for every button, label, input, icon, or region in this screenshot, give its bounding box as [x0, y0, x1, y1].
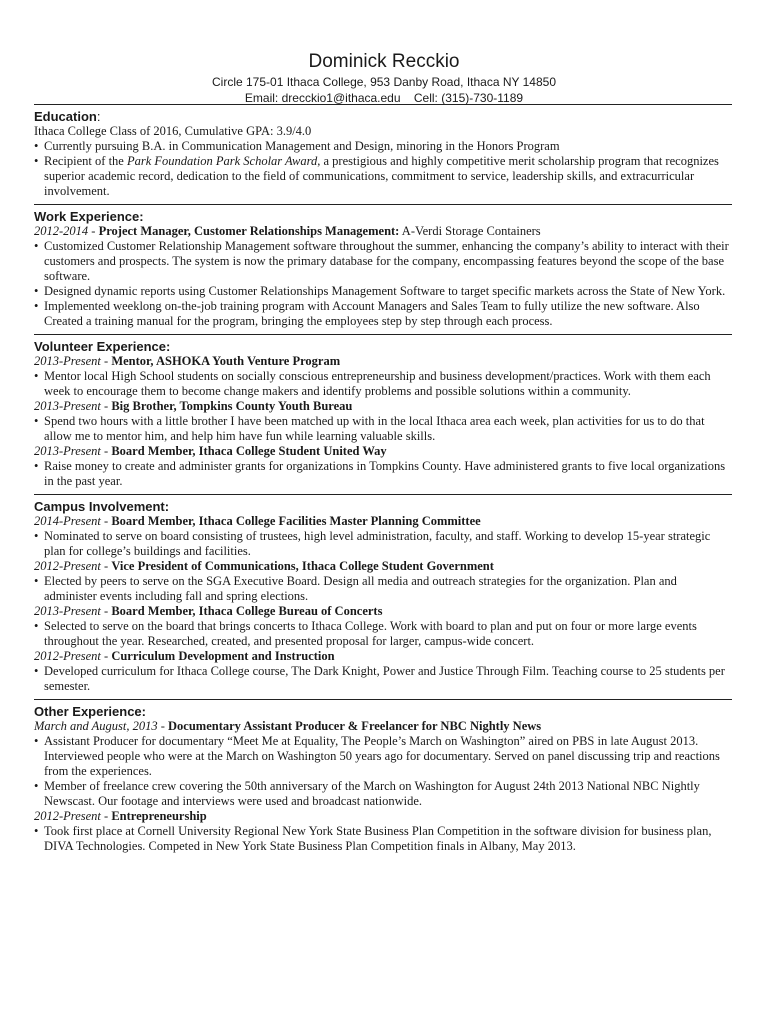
- bullet-item: • Elected by peers to serve on the SGA Executive Board. Design all media and outreach strategies for the organization. Plan and administer events including fall and spring elections.: [34, 574, 732, 604]
- email-address: drecckio1@ithaca.edu: [281, 91, 401, 105]
- bullet-item: • Nominated to serve on board consisting of trustees, high level administration, faculty, and staff. Working to develop 15-year strategic plan for college’s buildings and facilities.: [34, 529, 732, 559]
- entry-heading: 2012-Present - Curriculum Development and Instruction: [34, 649, 335, 663]
- entry-heading: 2013-Present - Board Member, Ithaca College Bureau of Concerts: [34, 604, 383, 618]
- entry-dates: 2014-Present: [34, 514, 101, 528]
- bullet-item: • Customized Customer Relationship Management software throughout the summer, enhancing the company’s ability to interact with their customers and prospects. The system is now the primary database for the company, encompassing features beyond the scope of the base software.: [34, 239, 732, 284]
- work-section: [34, 204, 732, 329]
- work-entry: [34, 224, 732, 329]
- campus-entry: [34, 514, 732, 559]
- entry-heading: 2013-Present - Mentor, ASHOKA Youth Venture Program: [34, 354, 341, 368]
- campus-entry: [34, 649, 732, 694]
- cell-label: Cell:: [413, 91, 438, 105]
- bullet-item: • Spend two hours with a little brother I have been matched up with in the local Ithaca area each week, plan activities for us to do that allow me to mentor him, and help him have fun while learning valuable skills.: [34, 414, 732, 444]
- email-label: Email:: [244, 91, 279, 105]
- entry-heading: 2014-Present - Board Member, Ithaca College Facilities Master Planning Committee: [34, 514, 481, 528]
- entry-role: Board Member, Ithaca College Facilities Master Planning Committee: [111, 514, 481, 528]
- campus-entry: [34, 604, 732, 649]
- entry-dates: 2012-Present: [34, 809, 101, 823]
- entry-dates: 2012-Present: [34, 649, 101, 663]
- section-title: Campus Involvement:: [34, 499, 170, 514]
- bullet-item: • Raise money to create and administer grants for organizations in Tompkins County. Have administered grants to five local organizations in the past year.: [34, 459, 732, 489]
- other-entry: [34, 719, 732, 809]
- volunteer-section: [34, 334, 732, 489]
- entry-dates: 2012-2014 -: [34, 224, 96, 238]
- entry-dates: 2013-Present: [34, 354, 101, 368]
- section-title: Education:: [34, 109, 101, 124]
- education-school: Ithaca College Class of 2016, Cumulative GPA: 3.9/4.0: [34, 124, 312, 138]
- bullet-item: • Member of freelance crew covering the 50th anniversary of the March on Washington for August 24th 2013 National NBC Nightly Newscast. Our footage and interviews were used and broadcast nationwide.: [34, 779, 732, 809]
- entry-role: Entrepreneurship: [111, 809, 207, 823]
- education-section: [34, 104, 732, 199]
- bullet-item: • Took first place at Cornell University Regional New York State Business Plan Competition in the software division for business plan, DIVA Technologies. Competed in New York State Business Plan Competition finals in Albany, May 2013.: [34, 824, 732, 854]
- entry-heading: March and August, 2013 - Documentary Assistant Producer & Freelancer for NBC Nightly News: [34, 719, 542, 733]
- address-line: Circle 175-01 Ithaca College, 953 Danby Road, Ithaca NY 14850: [212, 75, 556, 89]
- entry-heading: 2012-Present - Entrepreneurship: [34, 809, 207, 823]
- entry-role: Vice President of Communications, Ithaca College Student Government: [111, 559, 494, 573]
- bullet-item: • Recipient of the Park Foundation Park Scholar Award, a prestigious and highly competitive merit scholarship program that recognizes superior academic record, dedication to the field of communications, commitment to service, leadership skills, and extracurricular involvement.: [34, 154, 732, 199]
- bullet-item: • Currently pursuing B.A. in Communication Management and Design, minoring in the Honors Program: [34, 139, 732, 154]
- other-section: [34, 699, 732, 854]
- bullet-item: • Implemented weeklong on-the-job training program with Account Managers and Sales Team to fully utilize the new software. Also Created a training manual for the program, bringing the employees step by step through each process.: [34, 299, 732, 329]
- section-title: Volunteer Experience:: [34, 339, 171, 354]
- entry-role: Board Member, Ithaca College Bureau of Concerts: [111, 604, 383, 618]
- campus-entry: [34, 559, 732, 604]
- entry-role: Curriculum Development and Instruction: [111, 649, 335, 663]
- entry-role: Documentary Assistant Producer & Freelancer for NBC Nightly News: [168, 719, 542, 733]
- campus-section: [34, 494, 732, 694]
- bullet-item: • Selected to serve on the board that brings concerts to Ithaca College. Work with board to plan and put on four or more large events throughout the year. Researched, created, and presented proposal for larger, campus-wide concert.: [34, 619, 732, 649]
- bullet-item: • Designed dynamic reports using Customer Relationships Management Software to target specific markets across the State of New York.: [34, 284, 732, 299]
- volunteer-entry: [34, 444, 732, 489]
- volunteer-entry: [34, 354, 732, 399]
- entry-heading: 2013-Present - Big Brother, Tompkins County Youth Bureau: [34, 399, 353, 413]
- volunteer-entry: [34, 399, 732, 444]
- section-title: Other Experience:: [34, 704, 146, 719]
- entry-heading: [34, 224, 732, 239]
- entry-heading: 2013-Present - Board Member, Ithaca College Student United Way: [34, 444, 387, 458]
- entry-role: Mentor, ASHOKA Youth Venture Program: [111, 354, 341, 368]
- cell-number: (315)-730-1189: [441, 91, 524, 105]
- entry-dates: March and August, 2013: [34, 719, 158, 733]
- bullet-item: • Developed curriculum for Ithaca College course, The Dark Knight, Power and Justice Through Film. Teaching course to 25 students per semester.: [34, 664, 732, 694]
- education-bullets: [34, 139, 732, 199]
- candidate-name: Dominick Recckio: [308, 51, 460, 72]
- entry-org: A-Verdi Storage Containers: [401, 224, 541, 238]
- resume-header: [0, 0, 768, 106]
- other-entry: [34, 809, 732, 854]
- entry-dates: 2013-Present: [34, 399, 101, 413]
- entry-role: Project Manager, Customer Relationships Management:: [98, 224, 400, 238]
- entry-dates: 2012-Present: [34, 559, 101, 573]
- award-name: Park Foundation Park Scholar Award: [126, 154, 318, 168]
- resume-sections: [34, 104, 732, 854]
- entry-dates: 2013-Present: [34, 444, 101, 458]
- bullet-item: • Mentor local High School students on socially conscious entrepreneurship and business development/practices. Work with them each week to encourage them to become change makers and identify problems and possible solutions within a community.: [34, 369, 732, 399]
- entry-dates: 2013-Present: [34, 604, 101, 618]
- entry-role: Board Member, Ithaca College Student United Way: [111, 444, 387, 458]
- entry-role: Big Brother, Tompkins County Youth Bureau: [111, 399, 353, 413]
- entry-heading: 2012-Present - Vice President of Communications, Ithaca College Student Government: [34, 559, 494, 573]
- bullet-item: • Assistant Producer for documentary “Meet Me at Equality, The People’s March on Washington” aired on PBS in late August 2013. Interviewed people who were at the March on Washington 50 years ago for documentary. Served on panel discussing trip and reactions from the experiences.: [34, 734, 732, 779]
- section-title: Work Experience:: [34, 209, 144, 224]
